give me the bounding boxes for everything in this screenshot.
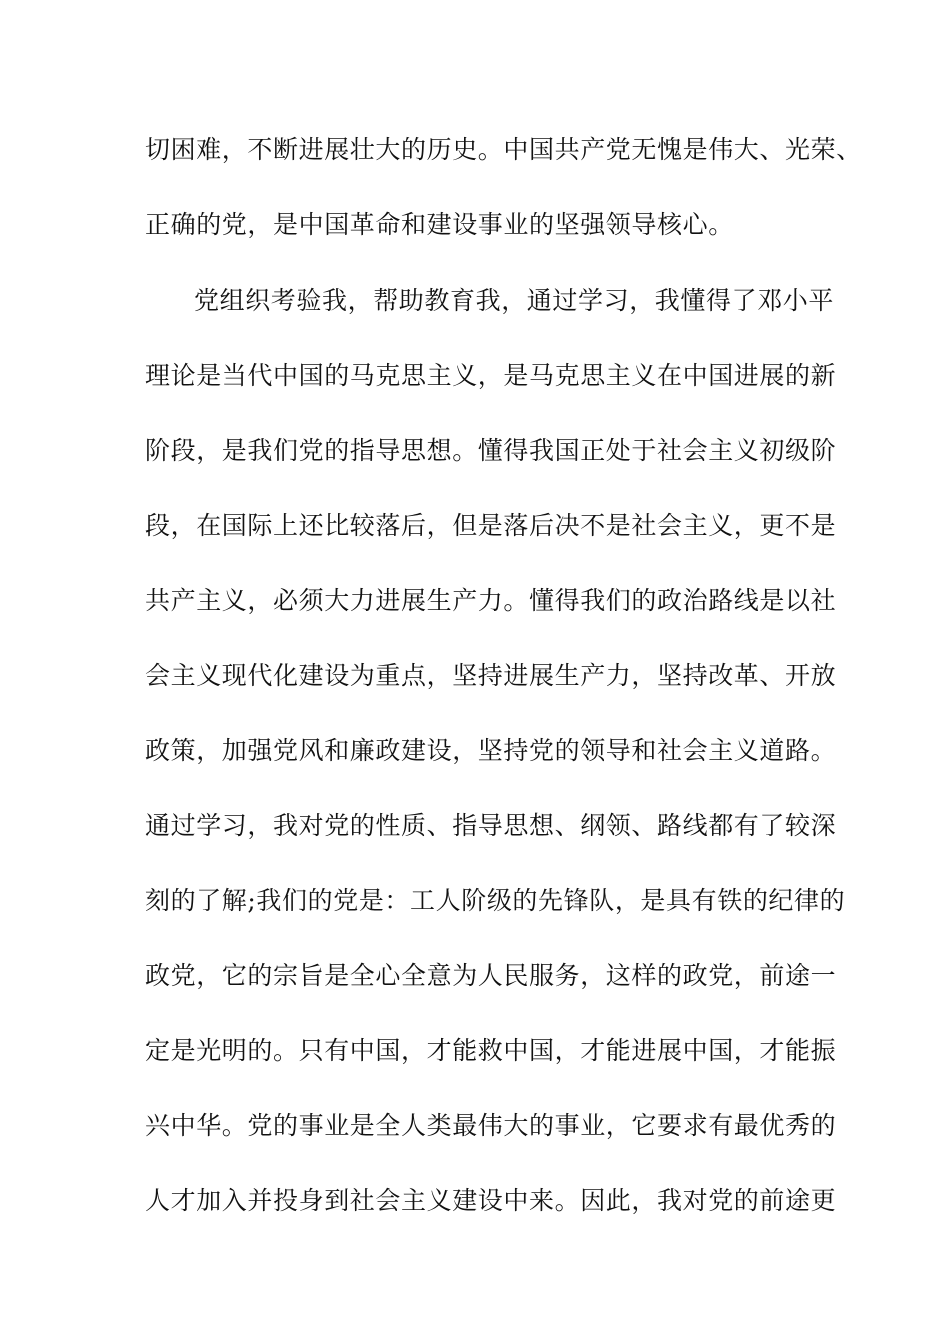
text-line: 通过学习，我对党的性质、指导思想、纲领、路线都有了较深	[145, 811, 837, 840]
text-line: 会主义现代化建设为重点，坚持进展生产力，坚持改革、开放	[145, 661, 837, 690]
text-line: 正确的党，是中国革命和建设事业的坚强领导核心。	[145, 210, 734, 239]
text-line: 政策，加强党风和廉政建设，坚持党的领导和社会主义道路。	[145, 736, 837, 765]
text-line: 定是光明的。只有中国，才能救中国，才能进展中国，才能振	[145, 1036, 837, 1065]
text-line: 切困难，不断进展壮大的历史。中国共产党无愧是伟大、光荣、	[145, 135, 862, 164]
text-line: 段，在国际上还比较落后，但是落后决不是社会主义，更不是	[145, 511, 837, 540]
text-line: 理论是当代中国的马克思主义，是马克思主义在中国进展的新	[145, 361, 837, 390]
text-line: 共产主义，必须大力进展生产力。懂得我们的政治路线是以社	[145, 586, 837, 615]
paragraph-start-line: 党组织考验我，帮助教育我，通过学习，我懂得了邓小平	[194, 286, 835, 315]
text-line: 兴中华。党的事业是全人类最伟大的事业，它要求有最优秀的	[145, 1111, 837, 1140]
text-line: 政党，它的宗旨是全心全意为人民服务，这样的政党，前途一	[145, 961, 837, 990]
text-line: 阶段，是我们党的指导思想。懂得我国正处于社会主义初级阶	[145, 436, 837, 465]
text-line: 刻的了解;我们的党是：工人阶级的先锋队，是具有铁的纪律的	[145, 886, 846, 915]
text-line: 人才加入并投身到社会主义建设中来。因此，我对党的前途更	[145, 1186, 837, 1215]
